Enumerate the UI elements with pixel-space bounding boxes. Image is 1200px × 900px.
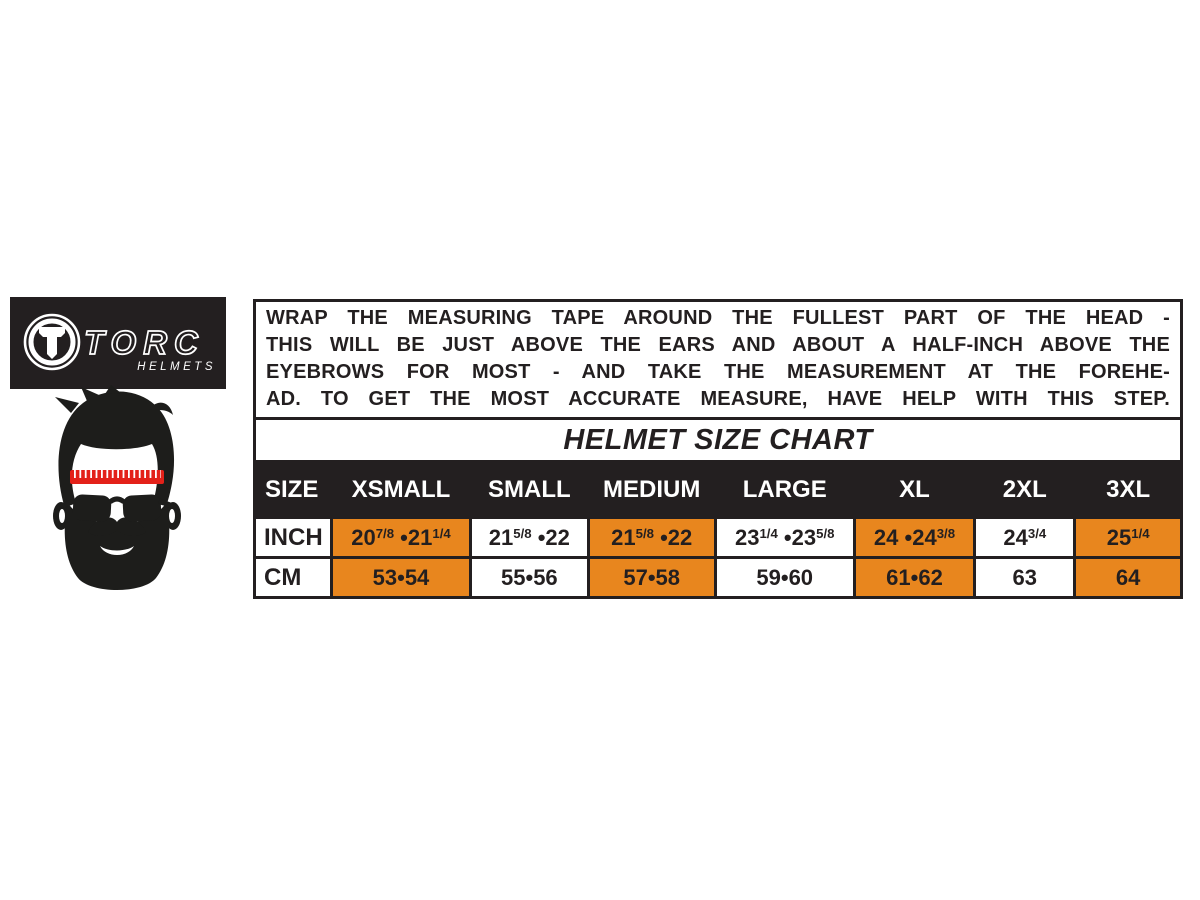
bearded-man-art bbox=[37, 385, 197, 615]
instruction-line: THIS WILL BE JUST ABOVE THE EARS AND ABOUT A HALF-INCH ABOVE THE bbox=[266, 334, 1170, 356]
column-header-2xl: 2XL bbox=[975, 462, 1075, 518]
inch-value-cell: $24^{3/4}$ bbox=[975, 518, 1075, 558]
cm-value-cell: 61•62 bbox=[854, 558, 975, 598]
size-chart-table bbox=[253, 460, 1183, 599]
hair-spike bbox=[105, 385, 121, 394]
sunglasses-icon bbox=[61, 494, 173, 522]
inch-value-cell: 24 $•24^{3/8}$ bbox=[854, 518, 975, 558]
column-header-xsmall: XSMALL bbox=[331, 462, 470, 518]
size-chart-panel bbox=[253, 299, 1183, 599]
brand-tagline: HELMETS bbox=[137, 361, 216, 373]
torc-logo bbox=[10, 297, 226, 389]
cm-row bbox=[255, 558, 1182, 598]
inch-value-cell: $21^{5/8}$ •22 bbox=[588, 518, 715, 558]
column-header-xl: XL bbox=[854, 462, 975, 518]
row-label-inch: INCH bbox=[255, 518, 332, 558]
measuring-instructions bbox=[253, 299, 1183, 420]
cm-value-cell: 55•56 bbox=[470, 558, 588, 598]
cm-value-cell: 63 bbox=[975, 558, 1075, 598]
inch-value-cell: $23^{1/4}$ $•23^{5/8}$ bbox=[715, 518, 854, 558]
chart-title: HELMET SIZE CHART bbox=[563, 423, 873, 456]
torc-logo-art bbox=[10, 297, 226, 389]
column-header-small: SMALL bbox=[470, 462, 588, 518]
brand-name: TORC bbox=[84, 324, 205, 361]
cm-value-cell: 59•60 bbox=[715, 558, 854, 598]
inch-value-cell: $20^{7/8}$ $•21^{1/4}$ bbox=[331, 518, 470, 558]
cm-value-cell: 57•58 bbox=[588, 558, 715, 598]
instruction-line: WRAP THE MEASURING TAPE AROUND THE FULLEST PART OF THE HEAD - bbox=[266, 307, 1170, 329]
column-header-3xl: 3XL bbox=[1075, 462, 1182, 518]
inch-value-cell: $21^{5/8}$ •22 bbox=[470, 518, 588, 558]
torc-t-icon bbox=[39, 327, 65, 359]
size-header-row bbox=[255, 462, 1182, 518]
cm-value-cell: 53•54 bbox=[331, 558, 470, 598]
column-header-large: LARGE bbox=[715, 462, 854, 518]
column-header-size: SIZE bbox=[255, 462, 332, 518]
instruction-line: EYEBROWS FOR MOST - AND TAKE THE MEASUREMENT AT THE FOREHE- bbox=[266, 361, 1170, 383]
instruction-line: AD. TO GET THE MOST ACCURATE MEASURE, HAVE HELP WITH THIS STEP. bbox=[266, 388, 1170, 410]
bearded-man-illustration bbox=[37, 385, 197, 615]
row-label-cm: CM bbox=[255, 558, 332, 598]
inch-row bbox=[255, 518, 1182, 558]
measuring-tape-band bbox=[70, 470, 164, 484]
cm-value-cell: 64 bbox=[1075, 558, 1182, 598]
torc-circle-icon bbox=[25, 315, 79, 369]
chart-title-row bbox=[253, 420, 1183, 460]
column-header-medium: MEDIUM bbox=[588, 462, 715, 518]
inch-value-cell: $25^{1/4}$ bbox=[1075, 518, 1182, 558]
